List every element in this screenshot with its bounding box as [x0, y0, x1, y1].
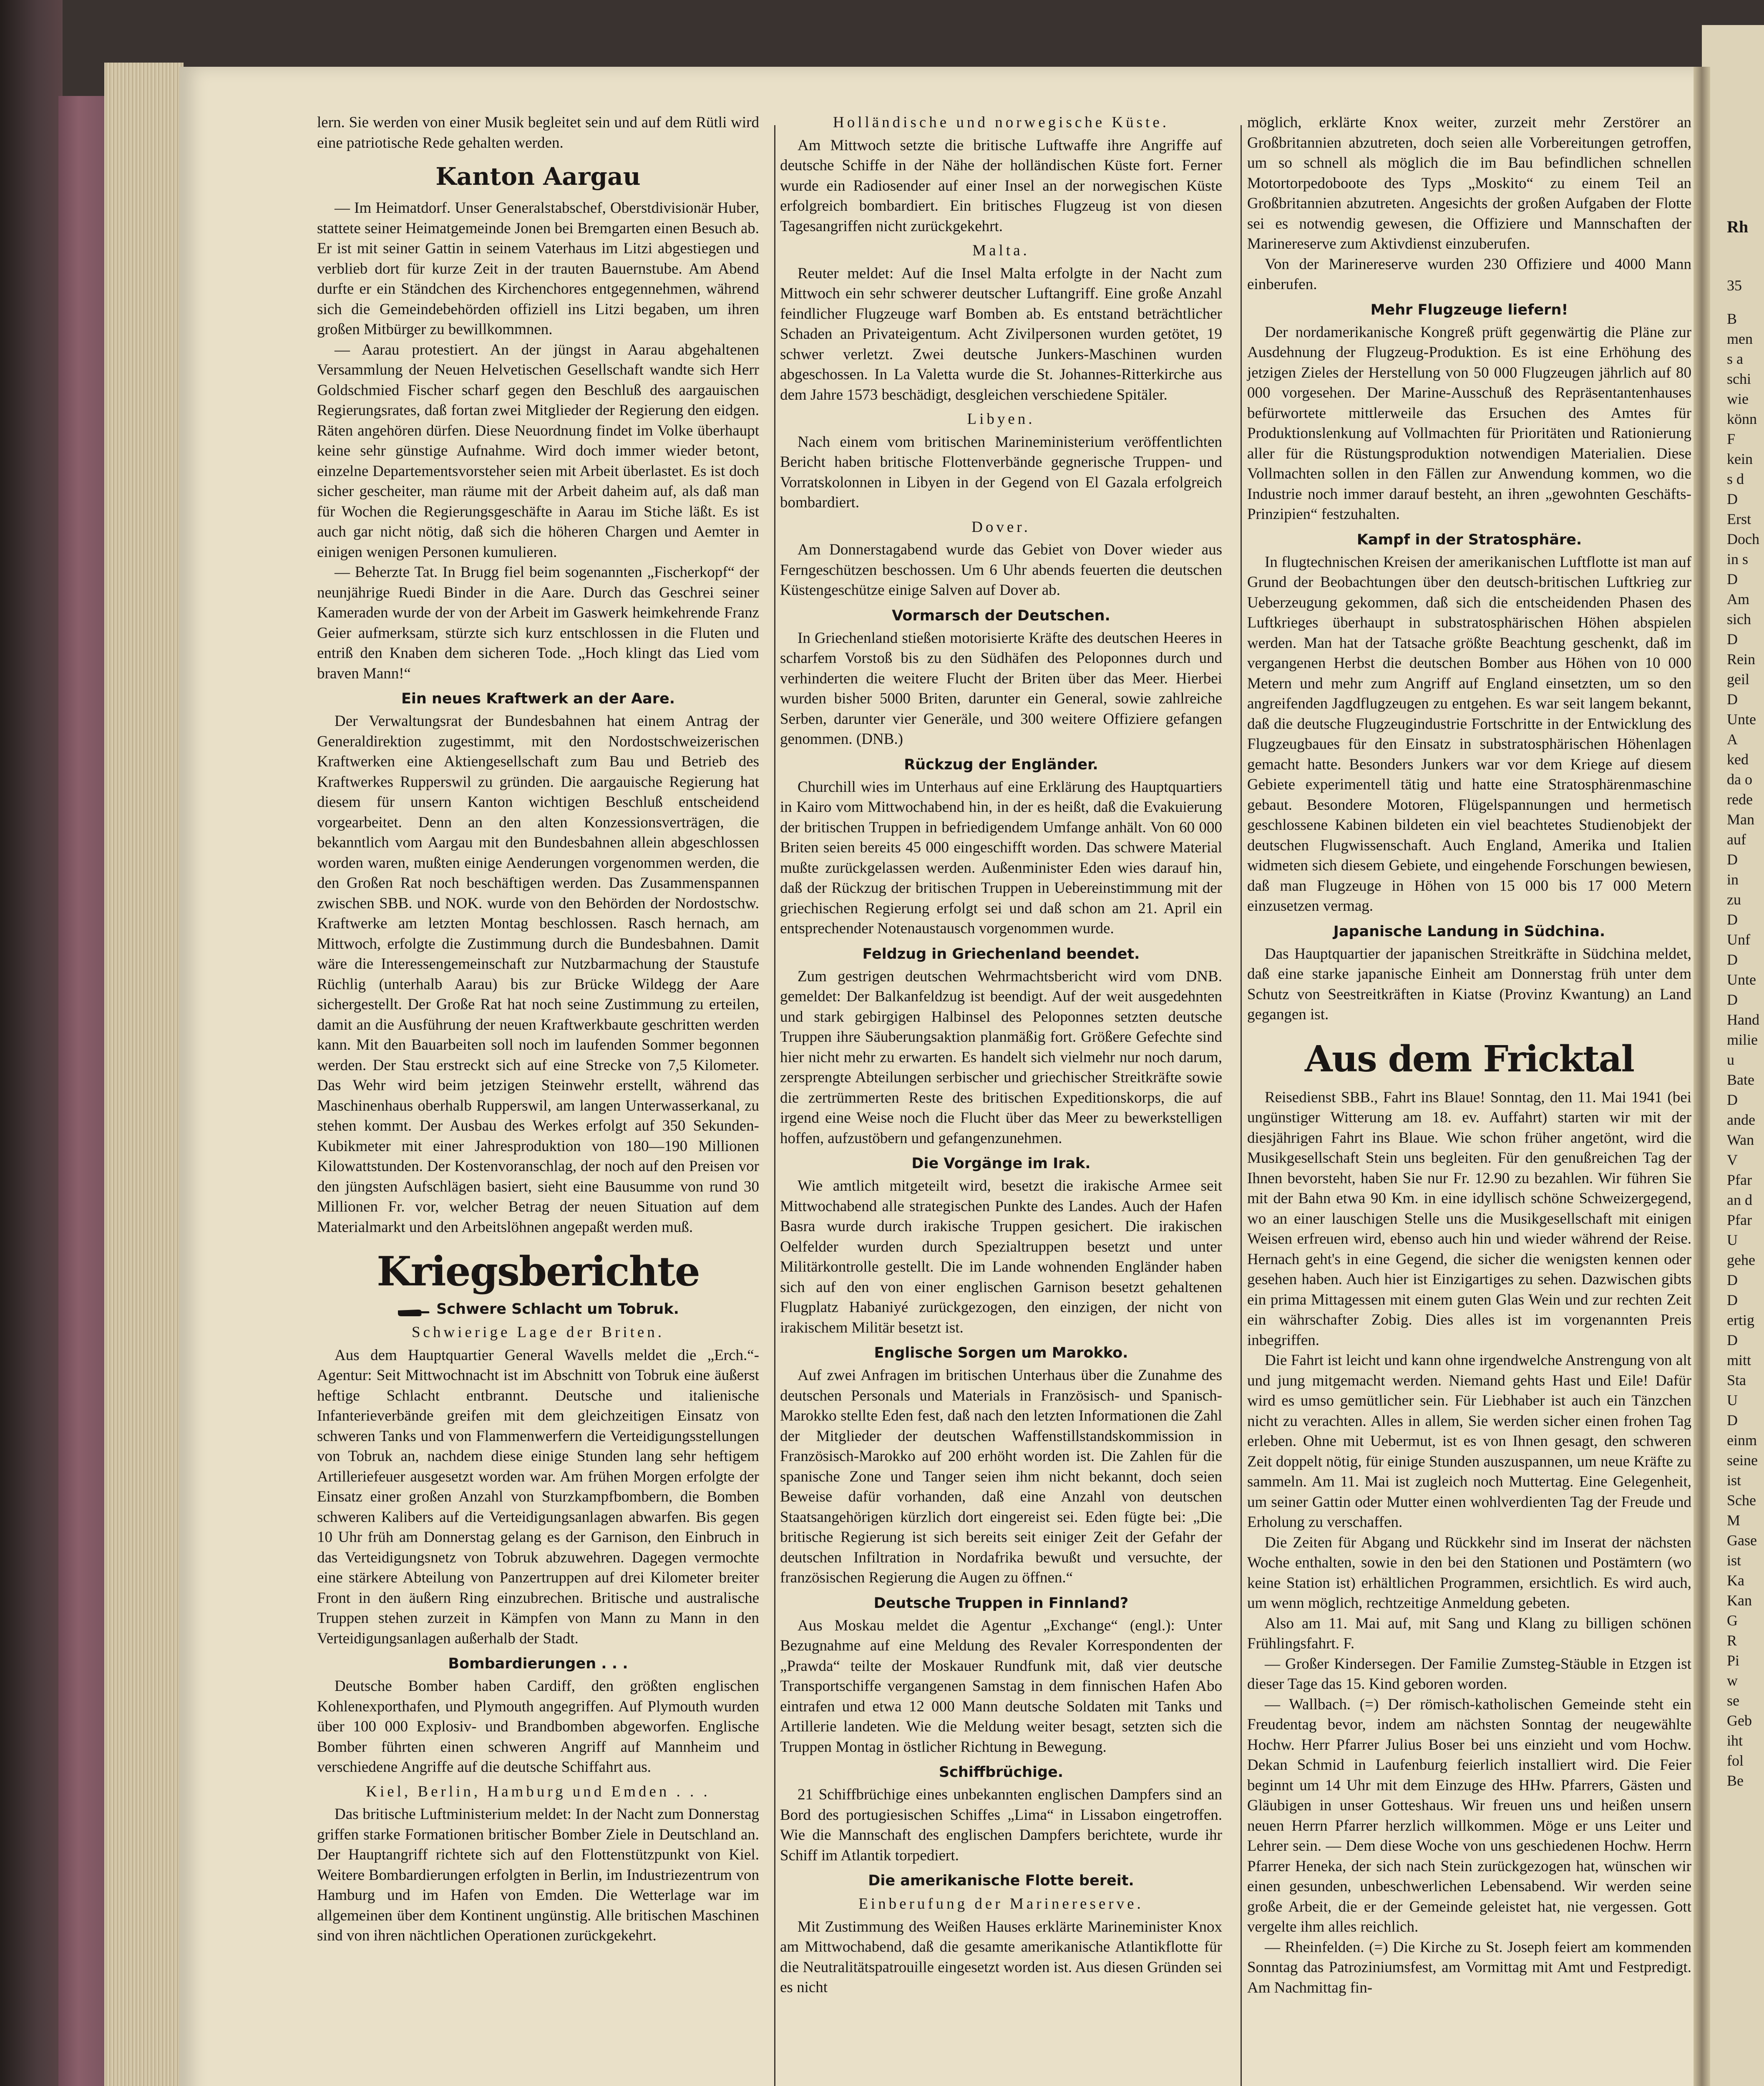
facing-page-fragment: gehe — [1727, 1252, 1755, 1268]
article-text: Reuter meldet: Auf die Insel Malta erfolgte in der Nacht zum Mittwoch ein sehr schwerer deutscher Luftangriff. Eine große Anzahl feindlicher Flugzeuge warf Bomben ab. Es entstand beträchtlicher Schaden an Privateigentum. Acht Zivilpersonen wurden getötet, 19 schwer verletzt. Zwei deutsche Junkers-Maschinen wurden abgeschossen. In La Valetta wurde die St. Johannes-Ritterkirche aus dem Jahre 1573 beschädigt, desgleichen verschiedene Spitäler. — [780, 265, 1222, 403]
facing-page-fragment: geil — [1727, 671, 1749, 688]
article-text: Das britische Luftministerium meldet: In der Nacht zum Donnerstag griffen starke Formationen britischer Bomber Ziele in Deutschland an. Der Hauptangriff richtete sich auf den Flottenstützpunkt von Kiel. Weitere Bombardierungen erfolgten in Berlin, im Industriezentrum von Hamburg und im Hafen von Emden. Die Wetterlage war im allgemeinen über dem Kontinent ungünstig. Alle britischen Maschinen sind von ihren nächtlichen Operationen zurückgekehrt. — [317, 1806, 759, 1944]
article-subheading: Einberufung der Marinereserve. — [858, 1895, 1144, 1912]
facing-page-fragment: Am — [1727, 591, 1749, 607]
facing-page-fragment: M — [1727, 1512, 1741, 1529]
facing-page-fragment: Pfar — [1727, 1212, 1752, 1228]
article-heading-text: Schwere Schlacht um Tobruk. — [436, 1301, 679, 1318]
facing-page-fragments — [1727, 309, 1764, 1791]
article-text: 21 Schiffbrüchige eines unbekannten englischen Dampfers sind an Bord des portugiesischen Schiffes „Lima“ in Lissabon eingetroffen. Wie die Mannschaft des englischen Dampfers berichtete, wurde ihr Schiff im Atlantik torpediert. — [780, 1786, 1222, 1864]
facing-page-fragment: D — [1727, 911, 1738, 928]
article-heading: Die Vorgänge im Irak. — [911, 1155, 1091, 1172]
column-rule — [774, 125, 775, 2086]
article-text: Von der Marinereserve wurden 230 Offiziere und 4000 Mann einberufen. — [1247, 255, 1691, 293]
facing-page-fragment: kein — [1727, 451, 1753, 467]
facing-page-fragment: se — [1727, 1692, 1739, 1709]
facing-page-fragment: D — [1727, 631, 1738, 647]
facing-page-fragment: D — [1727, 691, 1738, 708]
facing-page-fragment: Unte — [1727, 711, 1756, 728]
article-text: Aus dem Hauptquartier General Wavells meldet die „Erch.“-Agentur: Seit Mittwochnacht ist im Abschnitt von Tobruk eine äußerst heftige Schlacht entbrannt. Deutsche und italienische Infanterieverbände greifen mit dem gleichzeitigen Einsatz von schweren Tanks und von Flammenwerfern die Verteidigungsstellungen von Tobruk an, nachdem diese einige Stunden lang sehr heftigem Artilleriefeuer ausgesetzt worden war. Am frühen Morgen erfolgte der Einsatz einer großen Anzahl von Sturzkampfbombern, die Bomben schweren Kalibers auf die Verteidigungsanlagen abwarfen. Bis gegen 10 Uhr früh am Donnerstag gelang es der Garnison, den Einbruch in das Verteidigungsnetz von Tobruk abzuwehren. Dagegen vermochte eine stärkere Abteilung von Panzertruppen auf drei Kilometer breiter Front in den äußern Ring einzubrechen. Britische und australische Truppen stehen zurzeit in Kämpfen von Mann zu Mann in den Verteidigungsanlagen außerhalb der Stadt. — [317, 1346, 759, 1647]
facing-page-fragment: milie — [1727, 1031, 1758, 1048]
facing-page-fragment: Sta — [1727, 1372, 1746, 1388]
article-text: Also am 11. Mai auf, mit Sang und Klang zu billigen schönen Frühlingsfahrt. F. — [1247, 1615, 1691, 1652]
article-text: Der nordamerikanische Kongreß prüft gegenwärtig die Pläne zur Ausdehnung der Flugzeug-Produktion. Es ist eine Erhöhung des jetzigen Zieles der Herstellung von 50 000 Flugzeugen jährlich auf 80 000 vorgesehen. Der Marine-Ausschuß des Repräsentantenhauses befürwortete mittlerweile das Ersuchen des Amtes für Produktionslenkung auf Vollmachten für Prioritäten und Rationierung aller für die Rüstungsproduktion notwendigen Materialien. Diese Vollmachten sollen in den Fällen zur Anwendung kommen, wo die Industrie noch immer darauf besteht, an ihren „gewohnten Geschäfts-Prinzipien“ festzuhalten. — [1247, 323, 1691, 523]
article-text: Deutsche Bomber haben Cardiff, den größten englischen Kohlenexporthafen, und Plymouth angegriffen. Auf Plymouth wurden über 100 000 Explosiv- und Brandbomben abgeworfen. Englische Bomber führten einen schweren Angriff auf Mannheim und verschiedene Angriffe auf die deutsche Schiffahrt aus. — [317, 1678, 759, 1776]
gutter-shadow — [1694, 67, 1710, 2086]
article-text: Churchill wies im Unterhaus auf eine Erklärung des Hauptquartiers in Kairo vom Mittwochabend hin, in der es heißt, daß die Evakuierung der britischen Truppen in befriedigendem Umfange anhält. Von 60 000 Briten seien bereits 45 000 eingeschifft worden. Das schwere Material mußte zurückgelassen werden. Außenminister Eden wies darauf hin, daß der Rückzug der britischen Truppen in Uebereinstimmung mit der griechischen Regierung erfolgt sei und daß schon am 21. April ein entsprechender Notenaustausch vorgenommen wurde. — [780, 778, 1222, 937]
facing-page-fragment: Gase — [1727, 1532, 1757, 1549]
article-text: lern. Sie werden von einer Musik begleitet sein und auf dem Rütli wird eine patriotische Rede gehalten werden. — [317, 114, 759, 151]
article-subheading: Holländische und norwegische Küste. — [833, 114, 1170, 131]
facing-page-fragment: ertig — [1727, 1312, 1754, 1328]
facing-page-fragment: u — [1727, 1051, 1734, 1068]
facing-page-fragment: zu — [1727, 891, 1741, 908]
column-rule — [1241, 125, 1242, 2086]
article-text: Zum gestrigen deutschen Wehrmachtsbericht wird vom DNB. gemeldet: Der Balkanfeldzug ist beendigt. Auf der weit ausgedehnten und stark gebirgigen Halbinsel des Peloponnes setzten deutsche Truppen ihre Säuberungsaktion planmäßig fort. Größere Gefechte sind hier nicht mehr zu erwarten. Es handelt sich vielmehr nur noch darum, zersprengte Abteilungen serbischer und griechischer Streitkräfte sowie die zertrümmerten Reste des britischen Expeditionskorps, die auf irgend eine Weise noch die Flucht über das Meer zu bewerkstelligen hoffen, aufzustöbern und gefangenzunehmen. — [780, 967, 1222, 1147]
article-text: Das Hauptquartier der japanischen Streitkräfte in Südchina meldet, daß eine starke japanische Einheit am Donnerstag früh unter dem Schutz von Seestreitkräften in Kiatse (Provinz Kwantung) an Land gegangen ist. — [1247, 945, 1691, 1023]
facing-page-fragment: U — [1727, 1392, 1738, 1408]
article-heading: Die amerikanische Flotte bereit. — [868, 1872, 1134, 1889]
facing-page-number: 35 — [1727, 277, 1742, 294]
article-heading: Vormarsch der Deutschen. — [892, 607, 1110, 624]
article-text: Die Zeiten für Abgang und Rückkehr sind im Inserat der nächsten Woche enthalten, sowie in den bei den Stationen und Postämtern (wo keine Station ist) erhältlichen Programmen, ersichtlich. Es wird auch, um wenn möglich, rechtzeitige Anmeldung gebeten. — [1247, 1534, 1691, 1612]
facing-page-fragment: da o — [1727, 771, 1752, 788]
article-text: — Aarau protestiert. An der jüngst in Aarau abgehaltenen Versammlung der Neuen Helvetischen Gesellschaft wandte sich Herr Goldschmied Fischer scharf gegen den Beschluß des aargauischen Regierungsrates, daß fortan zwei Mitglieder der Regierung den eidgen. Räten angehören dürfen. Diese Neuordnung findet im Volke überhaupt keine sehr günstige Aufnahme. Wird doch immer wieder betont, einzelne Departementsvorsteher seien mit Arbeit überlastet. Es ist doch sicher gescheiter, man räume mit der Arbeit daheim auf, als daß man für Wochen die Regierungsgeschäfte in Aarau im Stiche läßt. Es ist auch gar nicht nötig, daß sich die höheren Chargen und Aemter in einigen wenigen Personen kumulieren. — [317, 341, 759, 561]
book-binding — [0, 0, 63, 2086]
section-heading: Kriegsberichte — [377, 1248, 700, 1295]
facing-page-fragment: sich — [1727, 611, 1751, 627]
facing-page-fragment: Bate — [1727, 1071, 1754, 1088]
facing-page-fragment: rede — [1727, 791, 1753, 808]
facing-page-fragment: Pi — [1727, 1652, 1740, 1669]
facing-page-fragment: Pfar — [1727, 1171, 1752, 1188]
article-text: Am Donnerstagabend wurde das Gebiet von Dover wieder aus Ferngeschützen beschossen. Um 6 Uhr abends feuerten die deutschen Küstengeschütze einige Salven auf Dover ab. — [780, 541, 1222, 599]
facing-page-fragment: F — [1727, 431, 1736, 447]
facing-page-fragment: D — [1727, 1332, 1738, 1348]
facing-page-fragment: Doch — [1727, 531, 1759, 547]
facing-page-fragment: Geb — [1727, 1712, 1752, 1729]
facing-page-fragment: w — [1727, 1672, 1738, 1689]
article-text: Der Verwaltungsrat der Bundesbahnen hat einem Antrag der Generaldirektion zugestimmt, mit den Nordostschweizerischen Kraftwerken eine Aktiengesellschaft zum Bau und Betrieb des Kraftwerkes Rupperswil zu gründen. Die aargauische Regierung hat diesem für unsern Kanton wichtigen Beschluß entscheidend vorgearbeitet. Denn an den alten Konzessionsverträgen, die bekanntlich vom Aargau mit den Bundesbahnen allein abgeschlossen worden waren, mußten einige Aenderungen vorgenommen werden, die den Großen Rat noch beschäftigen werden. Das Zusammenspannen zwischen SBB. und NOK. wurde von den Behörden der Nordostschw. Kraftwerke am letzten Montag beschlossen. Rasch hernach, am Mittwoch, erfolgte die Zustimmung durch die Bundesbahnen. Damit wäre die Interessengemeinschaft zur Nutzbarmachung der Staustufe Rüchlig (unterhalb Aarau) bis zur Brücke Wildegg der Aare sichergestellt. Der Große Rat hat noch seine Zustimmung zu erteilen, damit an die Ausführung der neuen Kraftwerkbaute geschritten werden kann. Mit den Bauarbeiten soll noch im laufenden Sommer begonnen werden. Der Stau erstreckt sich auf eine Strecke von 7,5 Kilometer. Das Wehr wird beim jetzigen Steinwehr erstellt, während das Maschinenhaus oberhalb Rupperswil, am langen Unterwasserkanal, zu stehen kommt. Der Ausbau des Werkes erfolgt auf 350 Sekunden-Kubikmeter mit einer Jahresproduktion von 180—190 Millionen Kilowattstunden. Der Kostenvoranschlag, der noch auf den Preisen vor den jüngsten Aufschlägen basiert, sieht eine Bausumme von rund 30 Millionen Fr. vor, welcher Betrag der neuen Situation auf dem Materialmarkt und den Arbeitslöhnen angepaßt werden muß. — [317, 713, 759, 1236]
facing-page-fragment: U — [1727, 1232, 1738, 1248]
article-heading: Rückzug der Engländer. — [904, 756, 1098, 773]
facing-page-fragment: an d — [1727, 1192, 1752, 1208]
article-heading: Feldzug in Griechenland beendet. — [862, 945, 1140, 962]
article-text: — Wallbach. (=) Der römisch-katholischen Gemeinde steht ein Freudentag bevor, indem am nächsten Sonntag der neugewählte Hochw. Herr Pfarrer Julius Boser bei uns einzieht und vom Hochw. Dekan Schmid in Laufenburg feierlich installiert wird. Die Feier beginnt um 14 Uhr mit dem Einzuge des HHw. Pfarrers, Gästen und Gläubigen in unser Gotteshaus. Wir freuen uns und heißen unsern neuen Herrn Pfarrer herzlich willkommen. Möge er uns Leiter und Lehrer sein. — Dem diese Woche von uns geschiedenen Hochw. Herrn Pfarrer Heneka, der sich nach Stein zurückgezogen hat, wünschen wir einen gesunden, unbeschwerlichen Lebensabend. Wir werden seine große Arbeit, die er der Gemeinde geleistet hat, nie vergessen. Gott vergelte ihm alles reichlich. — [1247, 1696, 1691, 1935]
article-text: — Großer Kindersegen. Der Familie Zumsteg-Stäuble in Etzgen ist dieser Tage das 15. Kind geboren worden. — [1247, 1655, 1691, 1693]
facing-page-fragment: D — [1727, 851, 1738, 868]
facing-page-fragment: auf — [1727, 831, 1746, 848]
article-text: möglich, erklärte Knox weiter, zurzeit mehr Zerstörer an Großbritannien abzutreten, doch seien alle Vorbereitungen getroffen, um so schnell als möglich die im Bau befindlichen schnellen Motortorpedoboote des Typs „Moskito“ zu einem Teil an Großbritannien abzutreten. Angesichts der großen Aufgaben der Flotte sei es notwendig gewesen, die Offiziere und Mannschaften der Marinereserve zum Aktivdienst einzuberufen. — [1247, 114, 1691, 252]
article-text: — Im Heimatdorf. Unser Generalstabschef, Oberstdivisionär Huber, stattete seiner Heimatgemeinde Jonen bei Bremgarten einen Besuch ab. Er ist mit seiner Gattin in seinem Vaterhaus im Litzi abgestiegen und verblieb dort für kurze Zeit in der trauten Bauernstube. Am Abend durfte er ein Ständchen des Kirchenchores entgegennehmen, während sich die Gemeindebehörden offiziell ins Litzi begaben, um ihren großen Mitbürger zu bewillkommnen. — [317, 199, 759, 338]
column-2 — [780, 113, 1222, 1998]
article-text: In Griechenland stießen motorisierte Kräfte des deutschen Heeres in scharfem Vorstoß bis zu den Südhäfen des Peloponnes durch und verhinderten die weitere Flucht der Briten über das Meer. Hierbei wurden bisher 5000 Briten, darunter ein General, sowie zahlreiche Serben, darunter vier Generäle, und 300 weitere Offiziere gefangen genommen. (DNB.) — [780, 629, 1222, 748]
facing-page-header: Rh — [1727, 217, 1749, 236]
article-subheading: Dover. — [971, 518, 1031, 536]
facing-page-fragment: D — [1727, 1091, 1738, 1108]
section-heading: Kanton Aargau — [435, 162, 641, 191]
facing-page-fragment: in s — [1727, 551, 1749, 567]
facing-page-fragment: R — [1727, 1632, 1737, 1649]
article-text: Aus Moskau meldet die Agentur „Exchange“ (engl.): Unter Bezugnahme auf eine Meldung des Revaler Korrespondenten der „Prawda“ teilte der Moskauer Rundfunk mit, daß vier deutsche Transportschiffe vergangenen Samstag in dem finnischen Hafen Abo eintrafen und etwa 12 000 Mann deutsche Soldaten mit Tanks und Artillerie landeten. Wie die Meldung weiter besagt, setzten sich die Truppen Montag in östlicher Richtung in Bewegung. — [780, 1617, 1222, 1756]
article-heading: Ein neues Kraftwerk an der Aare. — [401, 690, 675, 707]
section-heading: Aus dem Fricktal — [1305, 1038, 1634, 1080]
facing-page-fragment: fol — [1727, 1752, 1744, 1769]
facing-page-fragment: iht — [1727, 1732, 1743, 1749]
article-heading: Schiffbrüchige. — [939, 1764, 1064, 1781]
article-text: In flugtechnischen Kreisen der amerikanischen Luftflotte ist man auf Grund der Beobachtungen über den deutsch-britischen Luftkrieg zur Ueberzeugung gekommen, daß sich die entscheidenden Phasen des Luftkrieges überhaupt in substratosphärischen Höhen abspielen werden. Man hat der Tatsache größte Beachtung geschenkt, daß im vergangenen Herbst die deutschen Bomber aus Höhen von 10 000 Metern und mehr zum Angriff auf England einsetzten, um so den angreifenden Jagdflugzeugen zu entgehen. Es war seit langem bekannt, daß die deutsche Flugzeugindustrie Fortschritte in der Entwicklung des Flugzeugbaues für den Einsatz in substratosphärischen Höhenlagen gemacht hatte. Besonders Junkers war vor dem Kriege auf diesem Gebiete experimentell tätig und hatte eine Stratosphärenmaschine gebaut. Besondere Motoren, Flügelspannungen und hermetisch geschlossene Kabinen bildeten ein viel beachtetes Studienobjekt der deutschen Flugwissenschaft. Auch England, Amerika und Italien widmeten sich diesem Gebiete, und eingehende Forschungen bewiesen, daß man Flugzeuge in Höhen von 15 000 bis 17 000 Metern einzusetzen vermag. — [1247, 553, 1691, 915]
facing-page-fragment: seine — [1727, 1452, 1758, 1469]
page-edges — [104, 63, 184, 2086]
column-1 — [317, 113, 759, 1946]
facing-page-fragment: einm — [1727, 1432, 1757, 1449]
binding-cloth — [58, 96, 108, 2086]
article-heading — [317, 1300, 759, 1318]
article-heading: Englische Sorgen um Marokko. — [874, 1345, 1128, 1361]
facing-page-fragment: D — [1727, 1272, 1738, 1288]
article-text: Am Mittwoch setzte die britische Luftwaffe ihre Angriffe auf deutsche Schiffe in der Nähe der holländischen Küste fort. Ferner wurde ein Radiosender auf einer Insel an der norwegischen Küste erfolgreich bombardiert. Ein britisches Flugzeug ist von diesen Tagesangriffen nicht zurückgekehrt. — [780, 136, 1222, 235]
facing-page-fragment: könn — [1727, 411, 1757, 427]
facing-page-fragment: Unte — [1727, 971, 1756, 988]
facing-page-fragment: ist — [1727, 1552, 1741, 1569]
facing-page-fragment: Ka — [1727, 1572, 1744, 1589]
article-heading: Deutsche Truppen in Finnland? — [873, 1595, 1129, 1612]
facing-page-fragment: s a — [1727, 350, 1743, 367]
facing-page-fragment: D — [1727, 951, 1738, 968]
article-text: Reisedienst SBB., Fahrt ins Blaue! Sonntag, den 11. Mai 1941 (bei ungünstiger Witterung am 18. ev. Auffahrt) starten wir mit der diesjährigen Fahrt ins Blaue. Wie schon früher angetönt, wird die Musikgesellschaft Stein uns begleiten. Für den genußreichen Tag der Ihnen bevorsteht, haben Sie nur Fr. 12.90 zu bezahlen. Wir führen Sie mit der Bahn etwa 90 Km. in eine idyllisch schöne Schweizergegend, wo an einer lauschigen Stelle uns die Musikgesellschaft mit einigen Weisen erfreuen wird, ebenso auch hin und wieder während der Reise. Hernach geht's in eine Gegend, die sicher die wenigsten kennen oder gesehen haben. Auch hier ist Einzigartiges zu sehen. Dazwischen gibts ein prima Mittagessen mit einem guten Glas Wein und zur rechten Zeit ein währschafter Zobig. Dies alles ist im vorgenannten Preis inbegriffen. — [1247, 1088, 1691, 1349]
facing-page-fragment: ande — [1727, 1111, 1755, 1128]
facing-page-fragment: mitt — [1727, 1352, 1751, 1368]
facing-page-fragment: G — [1727, 1612, 1738, 1629]
facing-page-fragment: A — [1727, 731, 1738, 748]
article-subheading: Kiel, Berlin, Hamburg und Emden . . . — [366, 1783, 710, 1800]
article-heading: Kampf in der Stratosphäre. — [1356, 531, 1582, 548]
facing-page-fragment: Wan — [1727, 1131, 1754, 1148]
article-subheading: Libyen. — [967, 411, 1035, 428]
article-heading: Japanische Landung in Südchina. — [1333, 923, 1605, 940]
facing-page-fragment: Hand — [1727, 1011, 1759, 1028]
facing-page-fragment: schi — [1727, 370, 1751, 387]
facing-page-fragment: Kan — [1727, 1592, 1752, 1609]
facing-page-fragment: s d — [1727, 471, 1744, 487]
facing-page-fragment: ked — [1727, 751, 1749, 768]
facing-page-fragment: Unf — [1727, 931, 1750, 948]
article-text: — Beherzte Tat. In Brugg fiel beim sogenannten „Fischerkopf“ der neunjährige Ruedi Binder in die Aare. Durch das Geschrei seiner Kameraden wurde der von der Arbeit im Gaswerk heimkehrende Franz Geier aufmerksam, stürzte sich kurz entschlossen in die Fluten und entriß den Knaben dem sicheren Tode. „Hoch klingt das Lied vom braven Mann!“ — [317, 564, 759, 682]
article-text: — Rheinfelden. (=) Die Kirche zu St. Joseph feiert am kommenden Sonntag das Patroziniumsfest, am Vormittag mit Amt und Festpredigt. Am Nachmittag fin- — [1247, 1938, 1691, 1996]
facing-page-fragment: Rein — [1727, 651, 1755, 668]
facing-page-fragment: D — [1727, 1412, 1738, 1428]
facing-page-fragment: in — [1727, 871, 1739, 888]
facing-page-fragment: D — [1727, 1292, 1738, 1308]
facing-page-fragment: V — [1727, 1151, 1738, 1168]
article-text: Nach einem vom britischen Marineministerium veröffentlichten Bericht haben britische Flottenverbände gegnerische Truppen- und Vorratskolonnen in Libyen in der Gegend von El Gazala erfolgreich bombardiert. — [780, 433, 1222, 511]
article-text: Die Fahrt ist leicht und kann ohne irgendwelche Anstrengung von alt und jung mitgemacht werden. Niemand gehts Hast und Eile! Dafür wird es umso gemütlicher sein. Für Liebhaber ist auch ein Tänzchen nicht zu verachten. Alles in allem, Sie werden sicher einen frohen Tag erleben. Ohne mit Uebermut, ist es von Ihnen gesagt, den schweren Zeit doppelt nötig, für einige Stunden auszuspannen, um neue Kräfte zu sammeln. Am 11. Mai ist zugleich noch Muttertag. Eine Gelegenheit, um seiner Gattin oder Mutter einen wohlverdienten Tag der Freude und Erholung zu verschaffen. — [1247, 1352, 1691, 1531]
facing-page-fragment: men — [1727, 330, 1753, 347]
facing-page-fragment: B — [1727, 310, 1737, 327]
facing-page-fragment: Erst — [1727, 511, 1751, 527]
article-subheading: Malta. — [972, 242, 1030, 259]
facing-page-fragment: Be — [1727, 1772, 1744, 1789]
article-text: Mit Zustimmung des Weißen Hauses erklärte Marineminister Knox am Mittwochabend, daß die gesamte amerikanische Atlantikflotte für die Neutralitätspatrouille eingesetzt worden ist. Aus diesen Gründen sei es nicht — [780, 1918, 1222, 1996]
article-text: Auf zwei Anfragen im britischen Unterhaus über die Zunahme des deutschen Personals und Materials in Französisch- und Spanisch-Marokko stellte Eden fest, daß nach den letzten Informationen die Zahl der Mitglieder der deutschen Waffenstillstandskommission in Französisch-Marokko auf 200 erhöht worden ist. Die Zahlen für die spanische Zone und Tanger seien ihm nicht bekannt, doch seien Beweise dafür vorhanden, daß eine Anzahl von deutschen Staatsangehörigen kürzlich dort eingereist sei. Eden fügte bei: „Die britische Regierung ist sich bereits seit einiger Zeit der Gefahr der deutschen Infiltration in Nordafrika bewußt und versuchte, der französischen Regierung die Augen zu öffnen.“ — [780, 1367, 1222, 1586]
article-text: Wie amtlich mitgeteilt wird, besetzt die irakische Armee seit Mittwochabend alle strategischen Punkte des Landes. Auch der Hafen Basra wurde durch irakische Truppen gesichert. Die irakischen Oelfelder wurden durch Spezialtruppen besetzt und unter Militärkontrolle gestellt. Die im Lande wohnenden Engländer haben sich auf den von einer englischen Garnison besetzt gehaltenen Flugplatz Habaniyé zurückgezogen, den einzigen, der nicht von irakischem Militär besetzt ist. — [780, 1177, 1222, 1336]
facing-page-fragment: ist — [1727, 1472, 1741, 1489]
article-heading: Bombardierungen . . . — [448, 1655, 628, 1672]
facing-page-fragment: D — [1727, 491, 1738, 507]
article-heading: Mehr Flugzeuge liefern! — [1370, 301, 1568, 318]
facing-page-fragment: Sche — [1727, 1492, 1756, 1509]
facing-page-fragment: wie — [1727, 390, 1749, 407]
column-3 — [1247, 113, 1691, 1998]
facing-page-fragment: D — [1727, 991, 1738, 1008]
pointing-hand-icon — [397, 1305, 430, 1314]
facing-page-fragment: Man — [1727, 811, 1754, 828]
article-subheading: Schwierige Lage der Briten. — [411, 1324, 665, 1341]
facing-page-fragment: D — [1727, 571, 1738, 587]
